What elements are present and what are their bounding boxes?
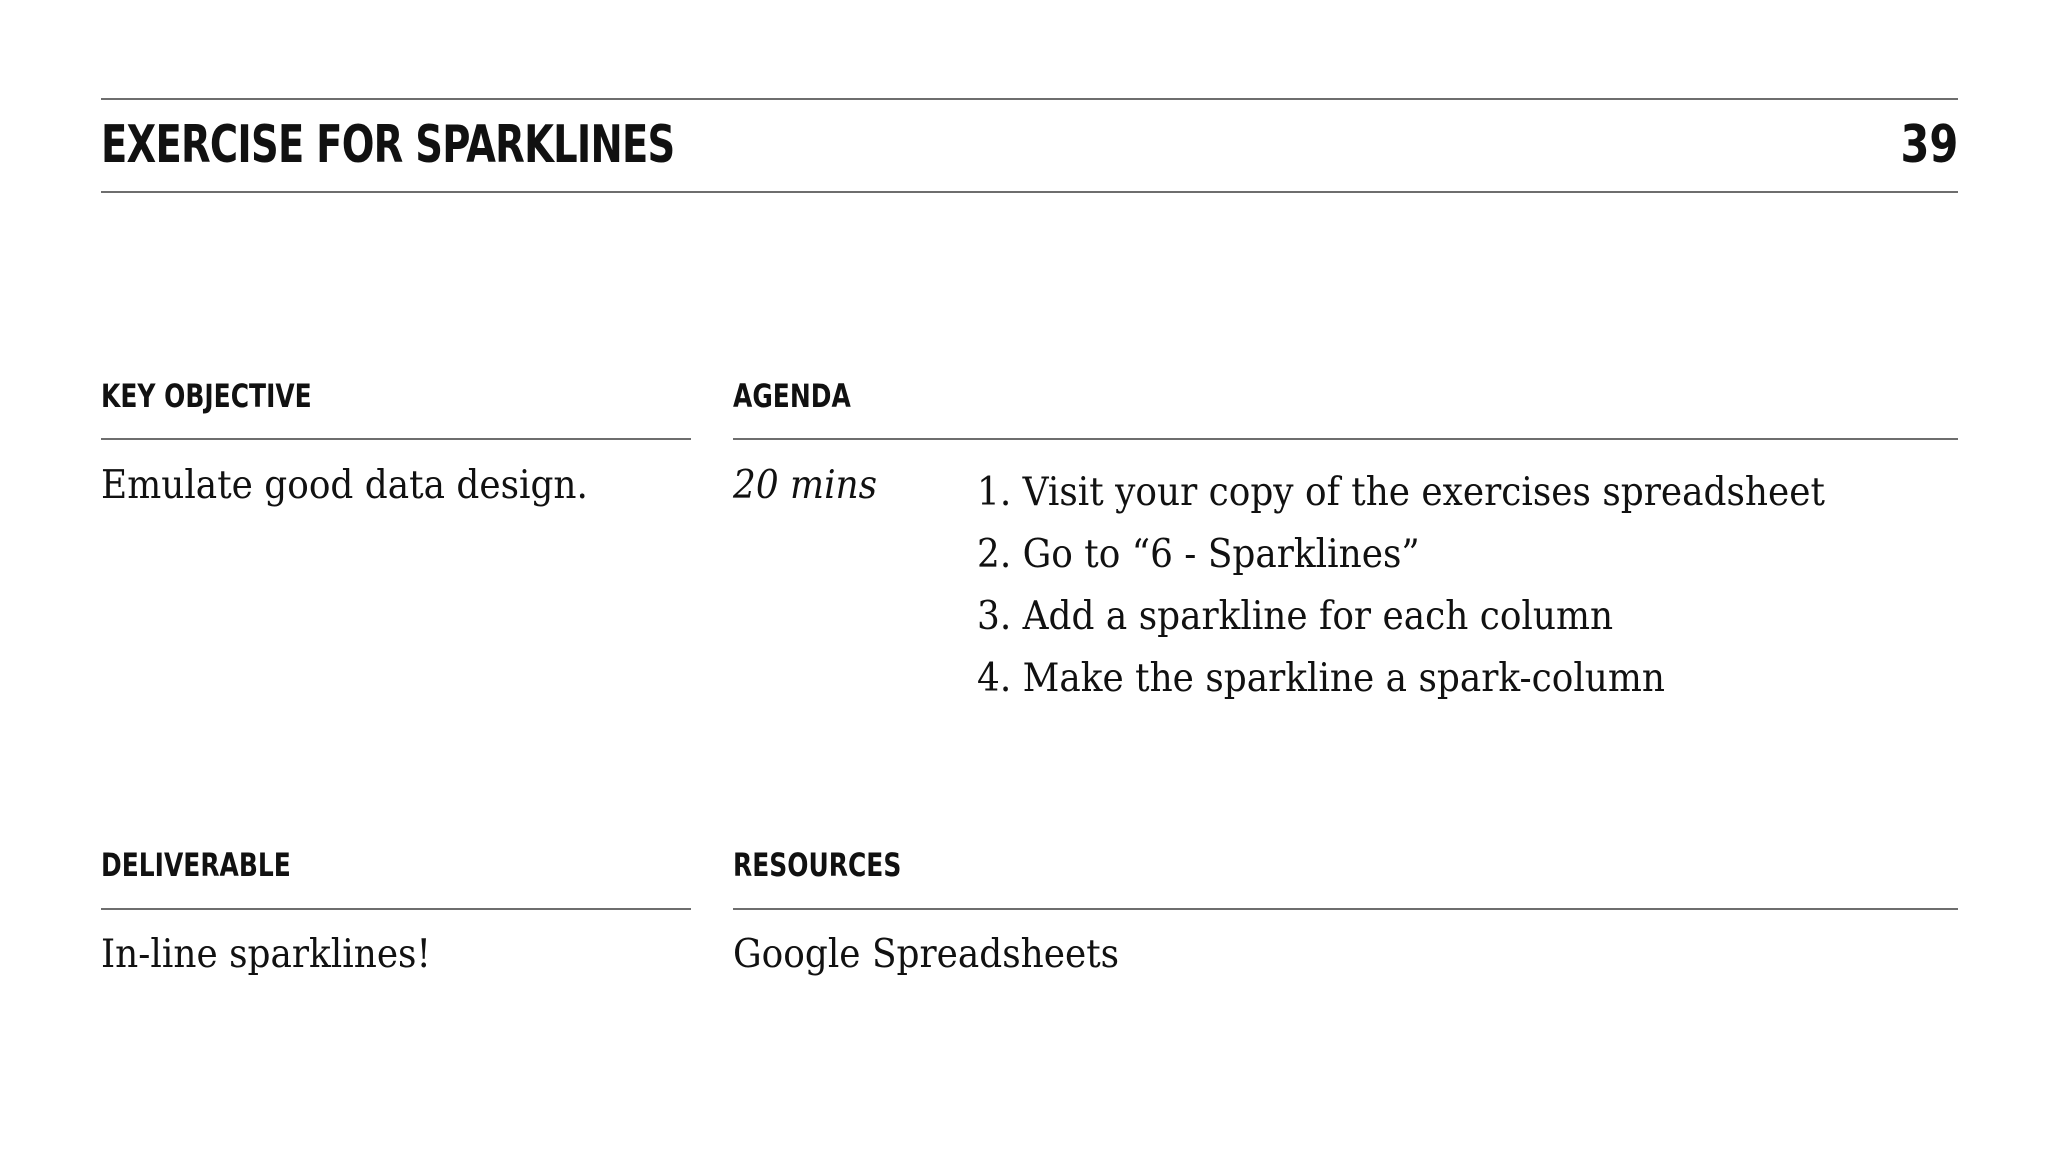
agenda-step: 3. Add a sparkline for each column [977, 594, 1614, 639]
resources-label: RESOURCES [733, 846, 902, 884]
agenda-duration: 20 mins [733, 463, 878, 508]
key-objective-rule [101, 438, 691, 440]
header-top-rule [101, 98, 1958, 100]
agenda-step: 1. Visit your copy of the exercises spreadsheet [977, 470, 1825, 515]
deliverable-rule [101, 908, 691, 910]
page-title: EXERCISE FOR SPARKLINES [101, 115, 675, 175]
agenda-steps-list [977, 462, 1899, 710]
agenda-rule [733, 438, 1958, 440]
agenda-label: AGENDA [733, 377, 851, 415]
key-objective-label: KEY OBJECTIVE [101, 377, 312, 415]
header-bottom-rule [101, 191, 1958, 193]
agenda-step: 2. Go to “6 - Sparklines” [977, 532, 1420, 577]
agenda-step: 4. Make the sparkline a spark-column [977, 656, 1666, 701]
page-number: 39 [1900, 115, 1958, 175]
deliverable-text: In-line sparklines! [101, 932, 431, 977]
key-objective-text: Emulate good data design. [101, 463, 588, 508]
resources-text: Google Spreadsheets [733, 932, 1120, 977]
deliverable-label: DELIVERABLE [101, 846, 291, 884]
resources-rule [733, 908, 1958, 910]
